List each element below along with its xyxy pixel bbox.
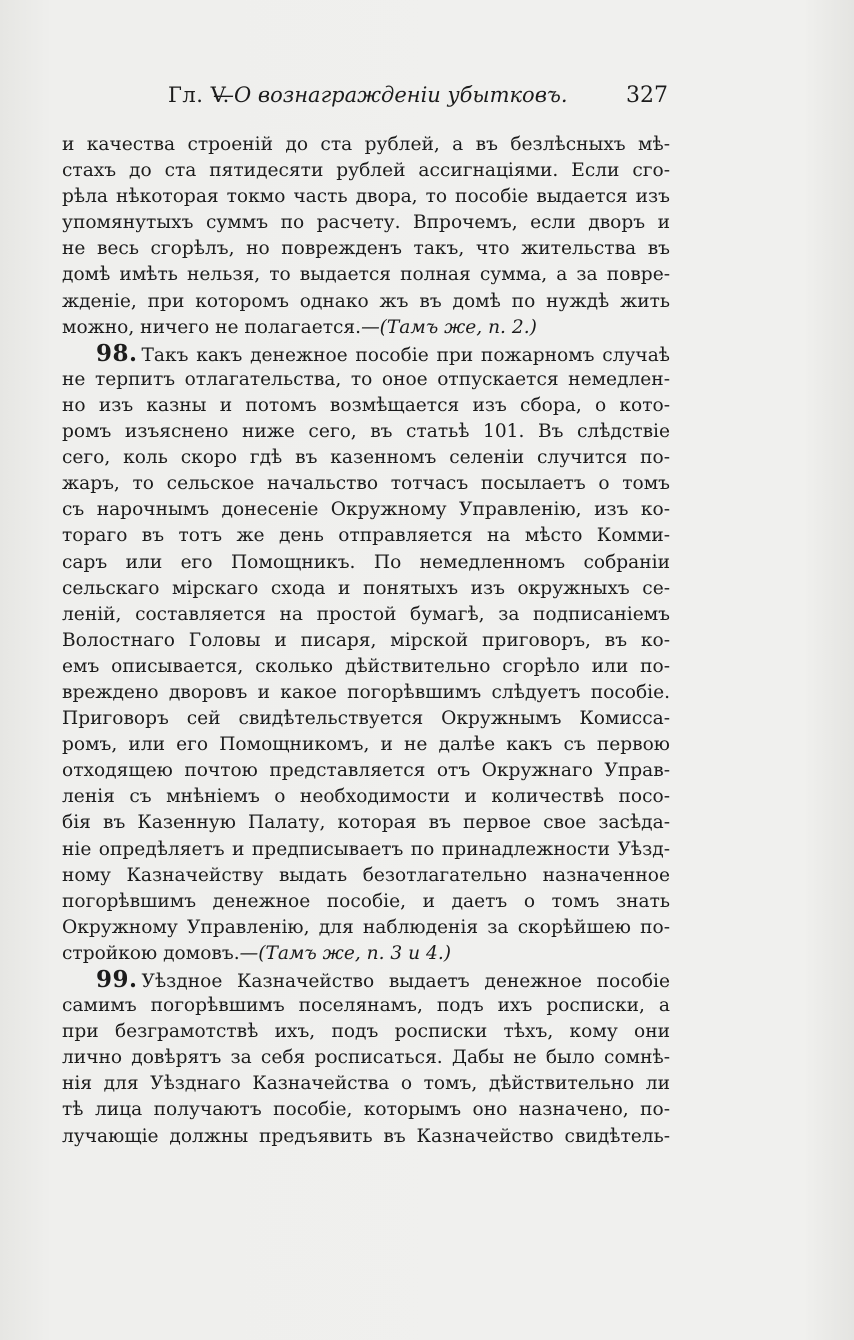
text-line [62,758,670,784]
line-text: сельскаго мірскаго схода и понятыхъ изъ окружныхъ се- [62,577,670,599]
text-line [62,837,670,863]
text-line [62,628,670,654]
reference-citation: —(Тамъ же, п. 2.) [361,316,537,338]
line-text: самимъ погорѣвшимъ поселянамъ, подъ ихъ росписки, а [62,995,670,1017]
text-line [62,1071,670,1097]
line-text: домѣ имѣть нельзя, то выдается полная сумма, а за повре- [62,264,670,286]
line-text: жденіе, при которомъ однако жъ въ домѣ по нуждѣ жить [62,290,670,312]
line-text: упомянутыхъ суммъ по расчету. Впрочемъ, если дворъ и [62,212,670,234]
text-line [62,810,670,836]
line-text: ному Казначейству выдать безотлагательно назначенное [62,864,670,886]
line-text: тораго въ тотъ же день отправляется на мѣсто Комми- [62,525,670,547]
text-line [62,523,670,549]
text-line [62,132,670,158]
text-line [62,262,670,288]
text-line [62,654,670,680]
line-text: жаръ, то сельское начальство тотчасъ посылаетъ о томъ [62,473,670,495]
line-text: емъ описывается, сколько дѣйствительно сгорѣло или по- [62,655,670,677]
text-line [62,419,670,445]
line-text: погорѣвшимъ денежное пособіе, и даетъ о томъ знать [62,890,670,912]
line-text: при безграмотствѣ ихъ, подъ росписки тѣхъ, кому они [62,1021,670,1043]
line-text: съ нарочнымъ донесеніе Окружному Управленію, изъ ко- [62,499,670,521]
line-text: не весь сгорѣлъ, но поврежденъ такъ, что жительства въ [62,238,670,260]
body-text [62,132,670,1150]
text-line [62,367,670,393]
line-text: и качества строеній до ста рублей, а въ безлѣсныхъ мѣ- [62,134,670,155]
line-text: ленія съ мнѣніемъ о необходимости и количествѣ посо- [62,786,670,808]
reference-citation: —(Тамъ же, п. 3 и 4.) [239,942,452,964]
line-text: сего, коль скоро гдѣ въ казенномъ селеніи случится по- [62,447,670,469]
text-line [62,1019,670,1045]
line-text: ромъ, или его Помощникомъ, и не далѣе какъ съ первою [62,734,670,756]
text-line [62,941,670,967]
line-text: Волостнаго Головы и писаря, мірской приговоръ, въ ко- [62,629,670,651]
line-text: рѣла нѣкоторая токмо часть двора, то пособіе выдается изъ [62,186,670,208]
text-line [62,576,670,602]
line-text: стахъ до ста пятидесяти рублей ассигнаціями. Если сго- [62,160,670,182]
line-text: вреждено дворовъ и какое погорѣвшимъ слѣдуетъ пособіе. [62,681,670,703]
text-line [62,889,670,915]
line-text: тѣ лица получаютъ пособіе, которымъ оно назначено, по- [62,1099,670,1121]
line-text: стройкою домовъ. [62,942,240,964]
line-text: не терпитъ отлагательства, то оное отпускается немедлен- [62,368,670,390]
text-line [62,602,670,628]
text-line [62,993,670,1019]
text-line [62,315,670,341]
text-line [62,341,670,367]
line-text: ніе опредѣляетъ и предписываетъ по принадлежности Уѣзд- [62,838,670,860]
page-number: 327 [626,83,668,108]
line-text: Уѣздное Казначейство выдаетъ денежное пособіе [141,971,670,992]
chapter-label: Гл. V. [168,83,230,107]
text-line [62,393,670,419]
line-text: Приговоръ сей свидѣтельствуется Окружнымъ Комисса- [62,708,670,730]
line-text: леній, составляется на простой бумагѣ, за подписаніемъ [62,603,670,625]
text-line [62,184,670,210]
text-line [62,706,670,732]
text-line [62,236,670,262]
text-line [62,680,670,706]
line-text: саръ или его Помощникъ. По немедленномъ собраніи [62,551,670,573]
text-line [62,915,670,941]
text-line [62,158,670,184]
line-text: ромъ изъяснено ниже сего, въ статьѣ 101. Въ слѣдствіе [62,421,670,443]
line-text: Окружному Управленію, для наблюденія за скорѣйшею по- [62,916,670,938]
text-line [62,732,670,758]
text-line [62,550,670,576]
text-line [62,445,670,471]
line-text: отходящею почтою представляется отъ Окружнаго Управ- [62,760,670,782]
text-line [62,471,670,497]
line-text: Такъ какъ денежное пособіе при пожарномъ случаѣ [141,344,670,366]
text-line [62,967,670,993]
text-line [62,1045,670,1071]
line-text: бія въ Казенную Палату, которая въ первое свое засѣда- [62,812,670,834]
line-text: но изъ казны и потомъ возмѣщается изъ сбора, о кото- [62,394,670,416]
text-line [62,784,670,810]
line-text: лучающіе должны предъявить въ Казначейство свидѣтель- [62,1125,670,1147]
article-number: 99. [96,966,138,993]
text-line [62,289,670,315]
article-number: 98. [96,339,138,367]
line-text: лично довѣрятъ за себя росписаться. Дабы не было сомнѣ- [62,1047,670,1069]
text-line [62,863,670,889]
text-line [62,1097,670,1123]
text-line [62,497,670,523]
chapter-title: —О вознагражденіи убытковъ. [213,83,568,107]
text-line [62,1124,670,1150]
text-line [62,210,670,236]
line-text: можно, ничего не полагается. [62,316,362,338]
running-header [150,83,668,117]
line-text: нія для Уѣзднаго Казначейства о томъ, дѣйствительно ли [62,1073,670,1095]
